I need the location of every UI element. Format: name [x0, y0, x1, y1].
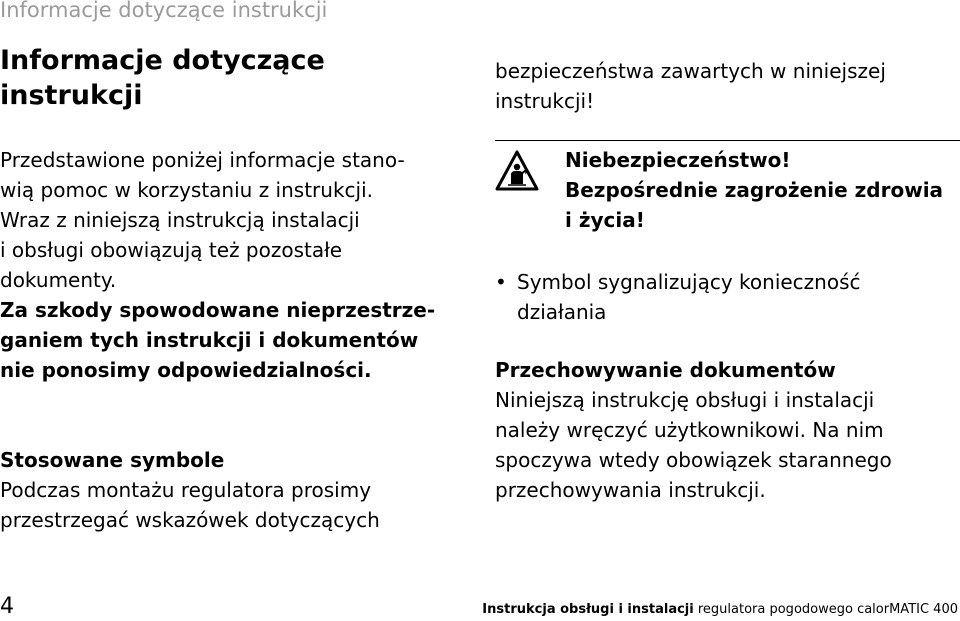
- bullet-line: Symbol sygnalizujący konieczność: [517, 270, 861, 294]
- storage-line: przechowywania instrukcji.: [495, 478, 766, 502]
- right-intro-line: instrukcji!: [495, 89, 595, 113]
- danger-warning-triangle-icon: [495, 150, 539, 192]
- bullet-marker: •: [495, 270, 507, 294]
- right-intro-paragraph: [495, 56, 960, 116]
- storage-section: [495, 355, 960, 505]
- storage-line: Niniejszą instrukcję obsługi i instalacji: [495, 388, 875, 412]
- warning-top-rule: [495, 140, 960, 141]
- intro-line: wią pomoc w korzystaniu z instrukcji.: [0, 178, 373, 202]
- page-number: 4: [0, 594, 14, 619]
- storage-line: spoczywa wtedy obowiązek starannego: [495, 448, 892, 472]
- storage-line: należy wręczyć użytkownikowi. Na nim: [495, 418, 884, 442]
- right-intro-line: bezpieczeństwa zawartych w niniejszej: [495, 59, 886, 83]
- storage-heading: Przechowywanie dokumentów: [495, 358, 836, 382]
- running-head: Informacje dotyczące instrukcji: [0, 0, 328, 22]
- warning-line: Niebezpieczeństwo!: [565, 148, 791, 172]
- page-title: [0, 43, 460, 113]
- warning-line: Bezpośrednie zagrożenie zdrowia: [565, 178, 944, 202]
- footer-doc-info: [482, 602, 958, 618]
- intro-line: dokumenty.: [0, 268, 117, 292]
- intro-line: Przedstawione poniżej informacje stano-: [0, 148, 405, 172]
- warning-line: i życia!: [565, 208, 645, 232]
- intro-paragraph: [0, 145, 470, 385]
- footer-doc-subtitle: regulatora pogodowego calorMATIC 400: [697, 602, 958, 617]
- title-line-2: instrukcji: [0, 80, 143, 111]
- symbols-section: [0, 445, 470, 535]
- intro-line: Wraz z niniejszą instrukcją instalacji: [0, 208, 360, 232]
- liability-line: nie ponosimy odpowiedzialności.: [0, 358, 372, 382]
- bullet-line: działania: [517, 300, 607, 324]
- symbols-line: Podczas montażu regulatora prosimy: [0, 478, 372, 502]
- title-line-1: Informacje dotyczące: [0, 45, 325, 76]
- bullet-text: [517, 267, 861, 327]
- symbols-line: przestrzegać wskazówek dotyczących: [0, 508, 380, 532]
- intro-line: i obsługi obowiązują też pozostałe: [0, 238, 343, 262]
- liability-line: Za szkody spowodowane nieprzestrze-: [0, 298, 436, 322]
- liability-line: ganiem tych instrukcji i dokumentów: [0, 328, 419, 352]
- warning-text: [565, 145, 943, 235]
- symbols-heading: Stosowane symbole: [0, 448, 225, 472]
- footer-doc-title: Instrukcja obsługi i instalacji: [482, 602, 694, 617]
